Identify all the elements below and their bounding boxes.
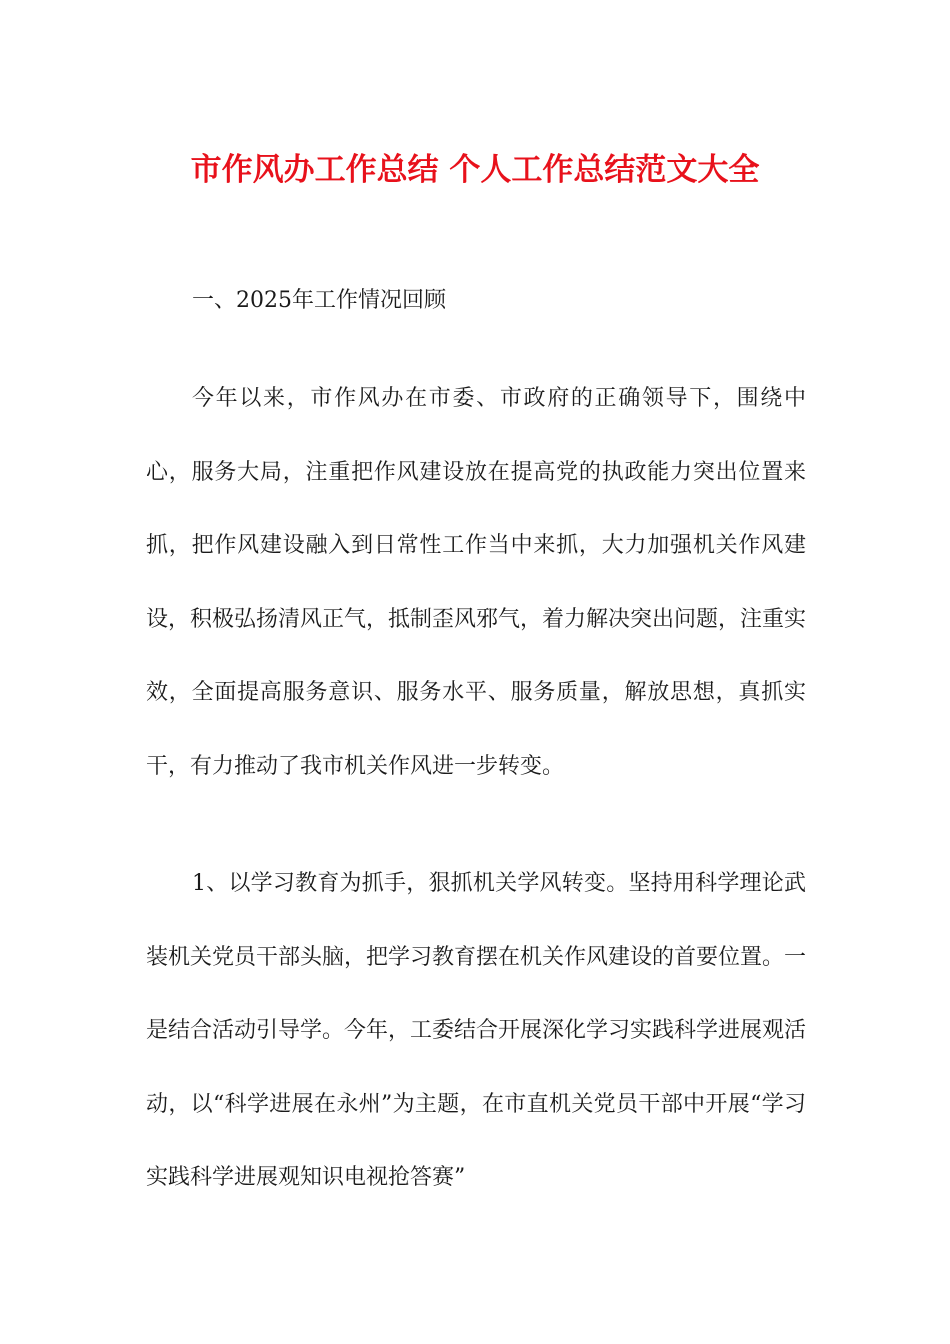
document-title: 市作风办工作总结 个人工作总结范文大全 [190,152,760,188]
document-body [146,278,806,1215]
section-heading: 一、2025年工作情况回顾 [192,288,446,313]
body-paragraph: 今年以来，市作风办在市委、市政府的正确领导下，围绕中心，服务大局，注重把作风建设放在提高党的执政能力突出位置来抓，把作风建设融入到日常性工作当中来抓，大力加强机关作风建设，积极弘扬清风正气，抵制歪风邪气，着力解决突出问题，注重实效，全面提高服务意识、服务水平、服务质量，解放思想，真抓实干，有力推动了我市机关作风进一步转变。 [146,386,807,779]
body-paragraph: 1、以学习教育为抓手，狠抓机关学风转变。坚持用科学理论武装机关党员干部头脑，把学习教育摆在机关作风建设的首要位置。一是结合活动引导学。今年，工委结合开展深化学习实践科学进展观活动，以“科学进展在永州”为主题，在市直机关党员干部中开展“学习实践科学进展观知识电视抢答赛” [146,871,807,1190]
